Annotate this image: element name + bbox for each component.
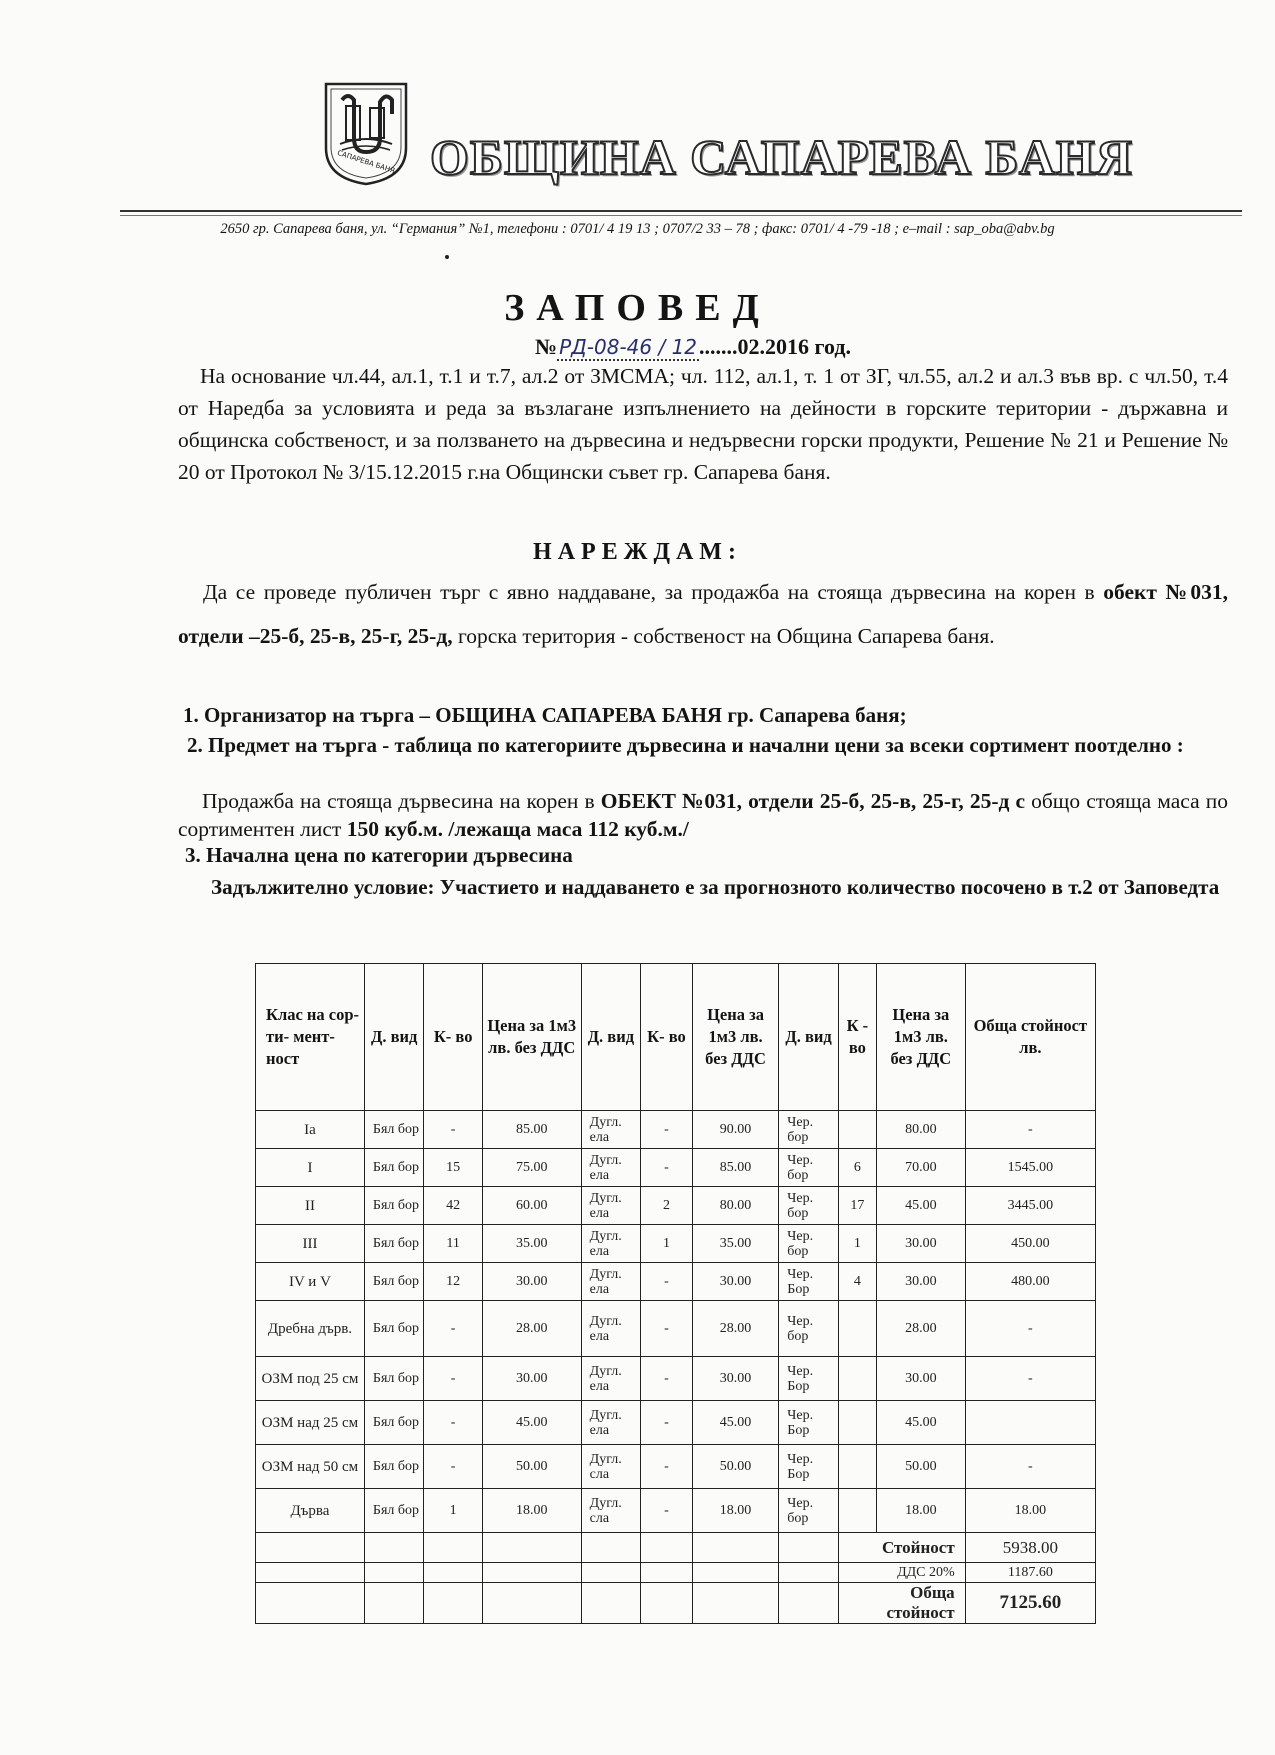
price-cell: 30.00: [482, 1357, 581, 1401]
logo-caption: САПАРЕВА БАНЯ: [336, 148, 396, 176]
order-number-handwritten: РД-08-46 / 12: [559, 335, 698, 359]
scan-speck: [445, 255, 449, 259]
kind-cell: Бял бор: [364, 1149, 424, 1187]
class-cell: Дърва: [256, 1489, 365, 1533]
empty-cell: [256, 1563, 365, 1583]
quantity-cell: -: [641, 1445, 693, 1489]
quantity-cell: [838, 1445, 876, 1489]
quantity-cell: [838, 1489, 876, 1533]
header-quantity: К- во: [424, 964, 482, 1111]
table-row: [256, 1445, 1096, 1489]
empty-cell: [424, 1583, 482, 1624]
total-cell: -: [965, 1445, 1095, 1489]
header-divider: [120, 210, 1242, 216]
quantity-cell: 6: [838, 1149, 876, 1187]
table-row: [256, 1111, 1096, 1149]
item-subject: 2. Предмет на търга - таблица по категориите дървесина и начални цени за всеки сортимент поотделно :: [187, 733, 1184, 757]
empty-cell: [692, 1533, 778, 1563]
quantity-cell: 1: [838, 1225, 876, 1263]
price-cell: 80.00: [876, 1111, 965, 1149]
table-row: [256, 1187, 1096, 1225]
kind-cell: Дугл. сла: [581, 1445, 641, 1489]
kind-cell: Бял бор: [364, 1401, 424, 1445]
quantity-cell: -: [641, 1301, 693, 1357]
quantity-cell: -: [641, 1263, 693, 1301]
header-total: Обща стойност лв.: [965, 964, 1095, 1111]
sale-text-start: Продажба на стояща дървесина на корен в: [202, 789, 601, 813]
empty-cell: [364, 1583, 424, 1624]
header-kind: Д. вид: [581, 964, 641, 1111]
class-cell: Дребна дърв.: [256, 1301, 365, 1357]
price-cell: 28.00: [876, 1301, 965, 1357]
quantity-cell: 1: [641, 1225, 693, 1263]
kind-cell: Дугл. ела: [581, 1225, 641, 1263]
kind-cell: Бял бор: [364, 1445, 424, 1489]
decree-paragraph: [178, 570, 1228, 658]
price-cell: 45.00: [876, 1401, 965, 1445]
quantity-cell: 11: [424, 1225, 482, 1263]
kind-cell: Чер. Бор: [779, 1357, 839, 1401]
kind-cell: Бял бор: [364, 1187, 424, 1225]
summary-value: 5938.00: [965, 1533, 1095, 1563]
class-cell: Ia: [256, 1111, 365, 1149]
empty-cell: [779, 1583, 839, 1624]
kind-cell: Дугл. ела: [581, 1187, 641, 1225]
summary-row: [256, 1583, 1096, 1624]
sale-paragraph: [178, 787, 1228, 843]
order-number: [535, 334, 851, 360]
quantity-cell: -: [424, 1401, 482, 1445]
order-heading: НАРЕЖДАМ:: [533, 539, 742, 565]
total-cell: [965, 1401, 1095, 1445]
price-cell: 50.00: [876, 1445, 965, 1489]
kind-cell: Бял бор: [364, 1111, 424, 1149]
price-cell: 45.00: [876, 1187, 965, 1225]
contact-address: 2650 гр. Сапарева баня, ул. “Германия” №1, телефони : 0701/ 4 19 13 ; 0707/2 33 – 78 ; факс: 0701/ 4 -79 -18 ; e–mail : sap_oba@abv.bg: [220, 221, 1055, 237]
class-cell: IV и V: [256, 1263, 365, 1301]
quantity-cell: [838, 1111, 876, 1149]
kind-cell: Бял бор: [364, 1301, 424, 1357]
header-quantity: К - во: [838, 964, 876, 1111]
quantity-cell: 4: [838, 1263, 876, 1301]
header-price: Цена за 1м3 лв. без ДДС: [482, 964, 581, 1111]
price-cell: 70.00: [876, 1149, 965, 1187]
order-number-date: .......02.2016 год.: [699, 334, 851, 359]
item-start-price: 3. Начална цена по категории дървесина: [185, 843, 573, 867]
empty-cell: [256, 1583, 365, 1624]
document-title: ЗАПОВЕД: [504, 287, 771, 329]
total-cell: 1545.00: [965, 1149, 1095, 1187]
price-cell: 18.00: [876, 1489, 965, 1533]
quantity-cell: 12: [424, 1263, 482, 1301]
decree-text-end: горска територия - собственост на Община Сапарева баня.: [452, 624, 995, 648]
price-cell: 30.00: [692, 1357, 778, 1401]
summary-row: [256, 1533, 1096, 1563]
price-cell: 85.00: [692, 1149, 778, 1187]
header-price: Цена за 1м3 лв. без ДДС: [692, 964, 778, 1111]
summary-row: [256, 1563, 1096, 1583]
total-cell: -: [965, 1301, 1095, 1357]
kind-cell: Бял бор: [364, 1263, 424, 1301]
kind-cell: Дугл. ела: [581, 1357, 641, 1401]
table-row: [256, 1149, 1096, 1187]
price-cell: 75.00: [482, 1149, 581, 1187]
price-cell: 90.00: [692, 1111, 778, 1149]
total-cell: 3445.00: [965, 1187, 1095, 1225]
class-cell: ОЗМ под 25 см: [256, 1357, 365, 1401]
total-cell: 18.00: [965, 1489, 1095, 1533]
price-cell: 18.00: [692, 1489, 778, 1533]
municipality-logo: [322, 78, 410, 186]
organization-name: ОБЩИНА САПАРЕВА БАНЯ: [430, 129, 1133, 185]
sale-object: ОБЕКТ №031, отдели 25-б, 25-в, 25-г, 25-д с: [600, 789, 1026, 813]
table-row: [256, 1401, 1096, 1445]
item-organizer: 1. Организатор на търга – ОБЩИНА САПАРЕВА БАНЯ гр. Сапарева баня;: [183, 703, 907, 727]
decree-object: обект №031, отдели –25-б, 25-в, 25-г, 25-д,: [178, 580, 1228, 648]
kind-cell: Чер. бор: [779, 1301, 839, 1357]
class-cell: III: [256, 1225, 365, 1263]
price-cell: 45.00: [692, 1401, 778, 1445]
quantity-cell: -: [641, 1149, 693, 1187]
kind-cell: Чер. бор: [779, 1489, 839, 1533]
kind-cell: Чер. Бор: [779, 1401, 839, 1445]
header-kind: Д. вид: [364, 964, 424, 1111]
sale-text-mid: общо стояща маса по сортиментен лист: [178, 789, 1228, 841]
quantity-cell: -: [424, 1357, 482, 1401]
summary-label: ДДС 20%: [838, 1563, 965, 1583]
empty-cell: [256, 1533, 365, 1563]
header-quantity: К- во: [641, 964, 693, 1111]
empty-cell: [482, 1563, 581, 1583]
summary-value: 7125.60: [965, 1583, 1095, 1624]
summary-value: 1187.60: [965, 1563, 1095, 1583]
empty-cell: [692, 1563, 778, 1583]
price-cell: 85.00: [482, 1111, 581, 1149]
quantity-cell: -: [641, 1489, 693, 1533]
empty-cell: [364, 1563, 424, 1583]
class-cell: I: [256, 1149, 365, 1187]
price-cell: 30.00: [876, 1225, 965, 1263]
table-row: [256, 1263, 1096, 1301]
quantity-cell: -: [641, 1401, 693, 1445]
empty-cell: [424, 1533, 482, 1563]
table-row: [256, 1301, 1096, 1357]
price-cell: 80.00: [692, 1187, 778, 1225]
price-cell: 45.00: [482, 1401, 581, 1445]
price-table: [255, 963, 1096, 1624]
total-cell: 450.00: [965, 1225, 1095, 1263]
empty-cell: [779, 1563, 839, 1583]
kind-cell: Дугл. ела: [581, 1263, 641, 1301]
mandatory-condition: Задължително условие: Участието и наддаването е за прогнозното количество посочено в т.2 от Заповедта: [211, 875, 1220, 899]
kind-cell: Чер. Бор: [779, 1263, 839, 1301]
empty-cell: [641, 1583, 693, 1624]
header-kind: Д. вид: [779, 964, 839, 1111]
price-cell: 18.00: [482, 1489, 581, 1533]
price-cell: 50.00: [482, 1445, 581, 1489]
quantity-cell: [838, 1401, 876, 1445]
price-cell: 30.00: [482, 1263, 581, 1301]
order-number-prefix: №: [535, 334, 558, 359]
sale-volume: 150 куб.м. /лежаща маса 112 куб.м./: [346, 817, 689, 841]
quantity-cell: [838, 1301, 876, 1357]
quantity-cell: 2: [641, 1187, 693, 1225]
empty-cell: [581, 1563, 641, 1583]
kind-cell: Бял бор: [364, 1489, 424, 1533]
price-cell: 35.00: [692, 1225, 778, 1263]
kind-cell: Чер. бор: [779, 1111, 839, 1149]
empty-cell: [641, 1533, 693, 1563]
kind-cell: Дугл. сла: [581, 1489, 641, 1533]
kind-cell: Дугл. ела: [581, 1149, 641, 1187]
quantity-cell: -: [641, 1111, 693, 1149]
price-cell: 60.00: [482, 1187, 581, 1225]
class-cell: II: [256, 1187, 365, 1225]
quantity-cell: -: [641, 1357, 693, 1401]
price-cell: 30.00: [876, 1263, 965, 1301]
class-cell: ОЗМ над 25 см: [256, 1401, 365, 1445]
decree-text-start: Да се проведе публичен търг с явно наддаване, за продажба на стояща дървесина на корен в: [203, 580, 1104, 604]
empty-cell: [779, 1533, 839, 1563]
kind-cell: Чер. Бор: [779, 1445, 839, 1489]
summary-label: Обща стойност: [838, 1583, 965, 1624]
table-row: [256, 1225, 1096, 1263]
quantity-cell: 1: [424, 1489, 482, 1533]
price-cell: 28.00: [482, 1301, 581, 1357]
total-cell: -: [965, 1357, 1095, 1401]
empty-cell: [581, 1583, 641, 1624]
quantity-cell: 42: [424, 1187, 482, 1225]
price-cell: 50.00: [692, 1445, 778, 1489]
kind-cell: Дугл. ела: [581, 1111, 641, 1149]
kind-cell: Бял бор: [364, 1225, 424, 1263]
empty-cell: [641, 1563, 693, 1583]
price-cell: 30.00: [692, 1263, 778, 1301]
legal-basis-paragraph: На основание чл.44, ал.1, т.1 и т.7, ал.2 от ЗМСМА; чл. 112, ал.1, т. 1 от ЗГ, чл.55, ал.2 и ал.3 във вр. с чл.50, т.4 от Наредба за условията и реда за възлагане изпълнението на дейности в горските територии - държавна и общинска собственост, и за ползването на дървесина и недървесни горски продукти, Решение № 21 и Решение № 20 от Протокол № 3/15.12.2015 г.на Общински съвет гр. Сапарева баня.: [178, 364, 1228, 484]
class-cell: ОЗМ над 50 см: [256, 1445, 365, 1489]
header-class: Клас на сор- ти- мент- ност: [256, 964, 365, 1111]
header-price: Цена за 1м3 лв. без ДДС: [876, 964, 965, 1111]
kind-cell: Чер. бор: [779, 1187, 839, 1225]
table-row: [256, 1489, 1096, 1533]
empty-cell: [482, 1533, 581, 1563]
empty-cell: [424, 1563, 482, 1583]
total-cell: -: [965, 1111, 1095, 1149]
empty-cell: [581, 1533, 641, 1563]
empty-cell: [692, 1583, 778, 1624]
kind-cell: Дугл. ела: [581, 1301, 641, 1357]
kind-cell: Чер. бор: [779, 1225, 839, 1263]
price-cell: 28.00: [692, 1301, 778, 1357]
quantity-cell: [838, 1357, 876, 1401]
table-row: [256, 1357, 1096, 1401]
kind-cell: Дугл. ела: [581, 1401, 641, 1445]
kind-cell: Чер. бор: [779, 1149, 839, 1187]
empty-cell: [482, 1583, 581, 1624]
quantity-cell: -: [424, 1445, 482, 1489]
total-cell: 480.00: [965, 1263, 1095, 1301]
kind-cell: Бял бор: [364, 1357, 424, 1401]
price-cell: 30.00: [876, 1357, 965, 1401]
quantity-cell: 17: [838, 1187, 876, 1225]
quantity-cell: -: [424, 1111, 482, 1149]
summary-label: Стойност: [838, 1533, 965, 1563]
price-cell: 35.00: [482, 1225, 581, 1263]
empty-cell: [364, 1533, 424, 1563]
table-header-row: [256, 964, 1096, 1111]
quantity-cell: -: [424, 1301, 482, 1357]
quantity-cell: 15: [424, 1149, 482, 1187]
